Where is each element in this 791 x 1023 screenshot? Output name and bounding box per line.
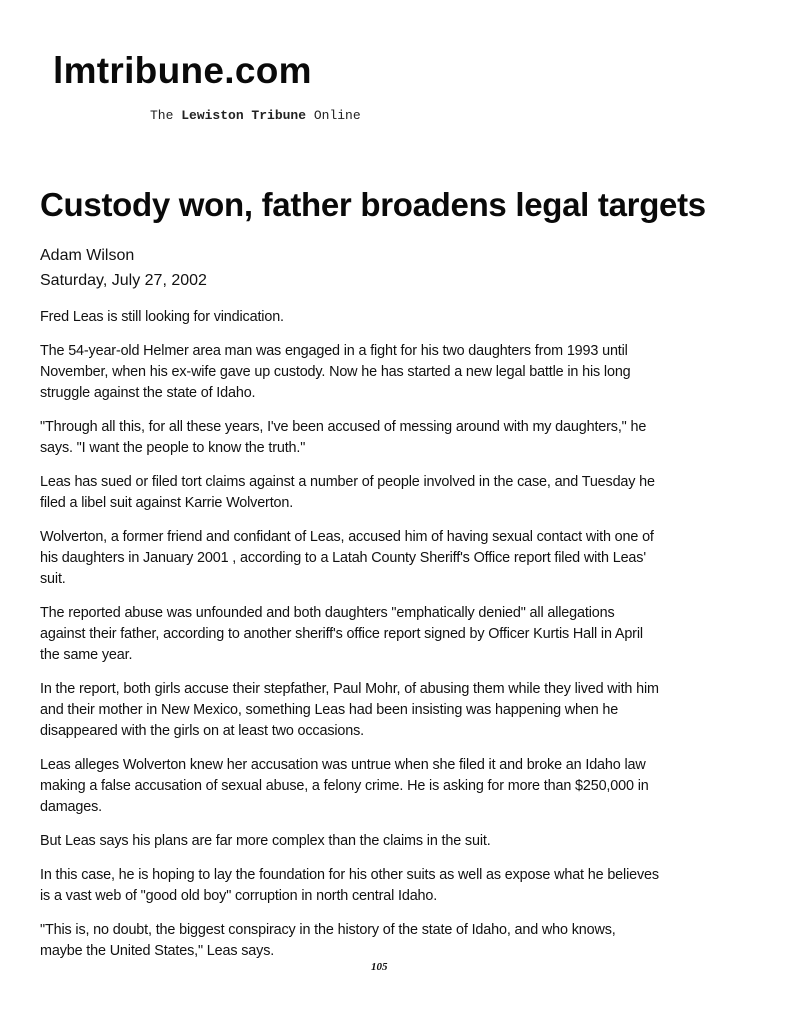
paragraph-line: says. "I want the people to know the truth." [40, 440, 306, 456]
article-headline: Custody won, father broadens legal targets [40, 186, 706, 223]
paragraph-line: In this case, he is hoping to lay the foundation for his other suits as well as expose what he believes [40, 867, 659, 883]
paragraph-line: suit. [40, 571, 66, 587]
article-paragraph [40, 920, 780, 962]
paragraph-line: maybe the United States," Leas says. [40, 943, 275, 959]
paragraph-line: Leas has sued or filed tort claims against a number of people involved in the case, and Tuesday he [40, 474, 655, 490]
article-paragraph [40, 679, 780, 742]
paragraph-line: the same year. [40, 647, 133, 663]
article-author: Adam Wilson [40, 247, 135, 264]
paragraph-line: against their father, according to another sheriff's office report signed by Officer Kurtis Hall in April [40, 626, 643, 642]
article-paragraph [40, 831, 780, 852]
article-paragraph [40, 307, 780, 328]
article-paragraph [40, 417, 780, 459]
paragraph-line: The reported abuse was unfounded and both daughters "emphatically denied" all allegations [40, 605, 615, 621]
paragraph-line: making a false accusation of sexual abuse, a felony crime. He is asking for more than $250,000 in [40, 778, 649, 794]
article-paragraph [40, 472, 780, 514]
article-date: Saturday, July 27, 2002 [40, 272, 207, 289]
paragraph-line: But Leas says his plans are far more complex than the claims in the suit. [40, 833, 491, 849]
page-number: 105 [371, 961, 388, 973]
paragraph-line: Fred Leas is still looking for vindication. [40, 309, 284, 325]
paragraph-line: Wolverton, a former friend and confidant of Leas, accused him of having sexual contact with one of [40, 529, 654, 545]
article-paragraph [40, 865, 780, 907]
paragraph-line: his daughters in January 2001 , according to a Latah County Sheriff's Office report filed with Leas' [40, 550, 646, 566]
article-paragraph [40, 527, 780, 590]
paragraph-line: damages. [40, 799, 102, 815]
paragraph-line: struggle against the state of Idaho. [40, 385, 256, 401]
paragraph-line: In the report, both girls accuse their stepfather, Paul Mohr, of abusing them while they lived with him [40, 681, 659, 697]
article-body [40, 307, 780, 975]
paragraph-line: "This is, no doubt, the biggest conspiracy in the history of the state of Idaho, and who knows, [40, 922, 616, 938]
paragraph-line: is a vast web of "good old boy" corruption in north central Idaho. [40, 888, 438, 904]
paragraph-line: "Through all this, for all these years, I've been accused of messing around with my daughters," he [40, 419, 647, 435]
paragraph-line: The 54-year-old Helmer area man was engaged in a fight for his two daughters from 1993 until [40, 343, 628, 359]
paragraph-line: November, when his ex-wife gave up custody. Now he has started a new legal battle in his long [40, 364, 631, 380]
paragraph-line: and their mother in New Mexico, something Leas had been insisting was happening when he [40, 702, 619, 718]
article-paragraph [40, 603, 780, 666]
paragraph-line: Leas alleges Wolverton knew her accusation was untrue when she filed it and broke an Idaho law [40, 757, 646, 773]
site-logo: lmtribune.com [53, 50, 312, 91]
article-paragraph [40, 341, 780, 404]
paragraph-line: filed a libel suit against Karrie Wolverton. [40, 495, 294, 511]
paragraph-line: disappeared with the girls on at least two occasions. [40, 723, 365, 739]
article-paragraph [40, 755, 780, 818]
masthead-subtitle: The Lewiston Tribune Online [150, 108, 361, 123]
